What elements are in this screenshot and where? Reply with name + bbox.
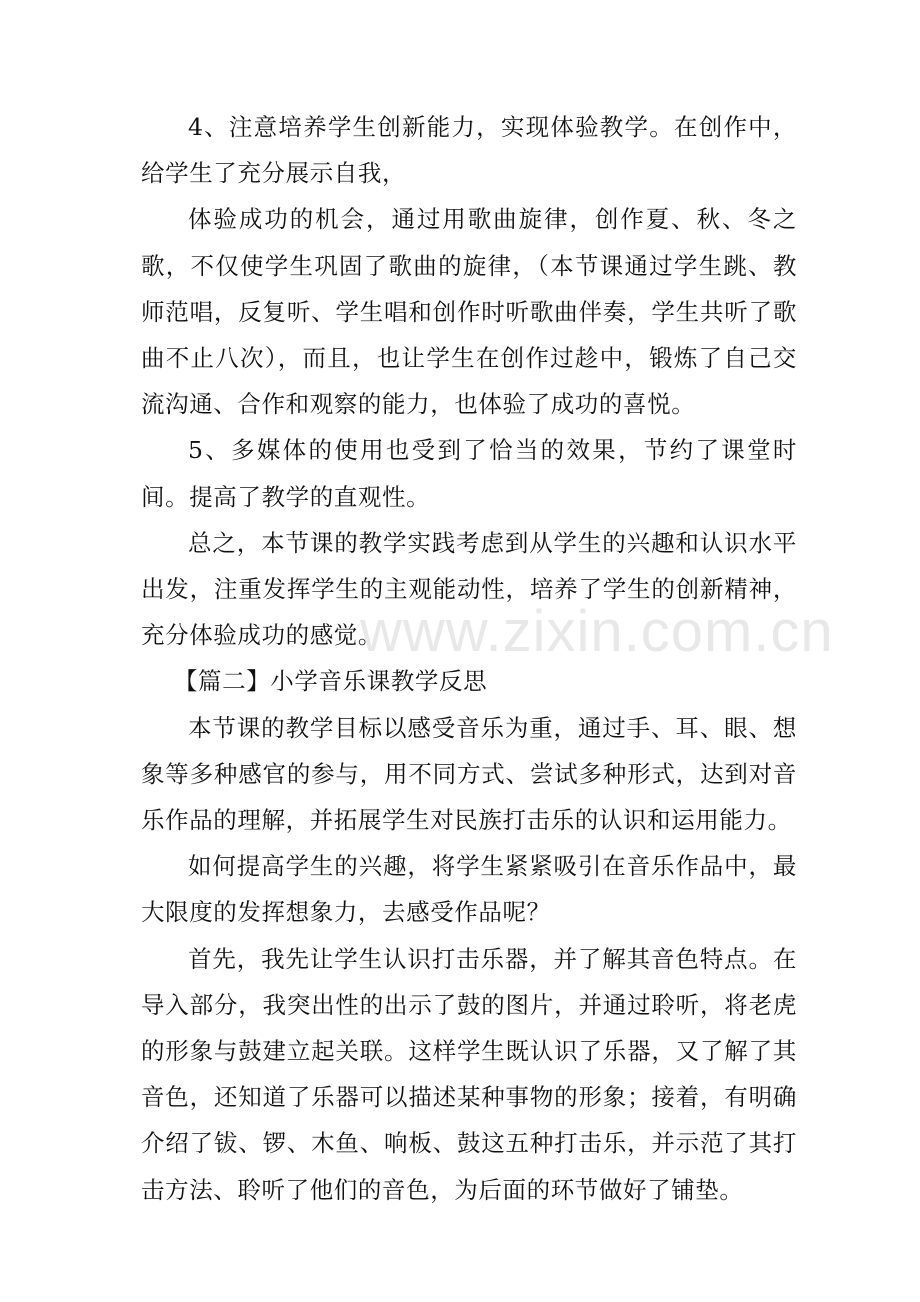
document-body [141,104,797,1213]
paragraph-summary: 总之，本节课的教学实践考虑到从学生的兴趣和认识水平出发，注重发挥学生的主观能动性，培养了学生的创新精神，充分体验成功的感觉。 [141,528,797,650]
paragraph-point-5: 5、多媒体的使用也受到了恰当的效果，节约了课堂时间。提高了教学的直观性。 [141,436,797,511]
paragraph-teaching-goal: 本节课的教学目标以感受音乐为重，通过手、耳、眼、想象等多种感官的参与，用不同方式、尝试多种形式，达到对音乐作品的理解，并拓展学生对民族打击乐的认识和运用能力。 [141,713,797,835]
paragraph-point-4: 4、注意培养学生创新能力，实现体验教学。在创作中，给学生了充分展示自我， [141,113,797,188]
watermark: www.zixin.com.cn [360,599,834,664]
section-heading: 【篇二】小学音乐课教学反思 [173,667,488,696]
paragraph-first-step: 首先，我先让学生认识打击乐器，并了解其音色特点。在导入部分，我突出性的出示了鼓的图片，并通过聆听，将老虎的形象与鼓建立起关联。这样学生既认识了乐器，又了解了其音色，还知道了乐器可以描述某种事物的形象；接着，有明确介绍了钹、锣、木鱼、响板、鼓这五种打击乐，并示范了其打击方法、聆听了他们的音色，为后面的环节做好了铺垫。 [141,944,797,1204]
paragraph-success-experience: 体验成功的机会，通过用歌曲旋律，创作夏、秋、冬之歌，不仅使学生巩固了歌曲的旋律，（本节课通过学生跳、教师范唱，反复听、学生唱和创作时听歌曲伴奏，学生共听了歌曲不止八次），而且，也让学生在创作过趁中，锻炼了自己交流沟通、合作和观察的能力，也体验了成功的喜悦。 [141,205,797,419]
paragraph-question: 如何提高学生的兴趣，将学生紧紧吸引在音乐作品中，最大限度的发挥想象力，去感受作品呢？ [141,852,797,927]
